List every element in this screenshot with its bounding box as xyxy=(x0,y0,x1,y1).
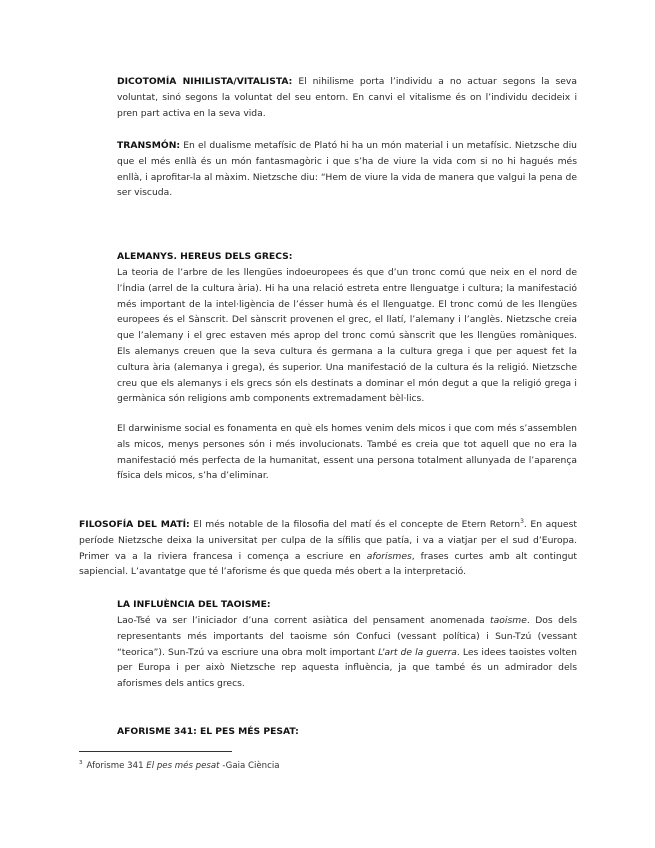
text-taoisme-em1: taoisme xyxy=(490,615,527,626)
text-taoisme-b: . Dos dels representants més importants del taoisme són Confuci (vessant política) i Sun-Tzú (vessant “teorica”). Sun-Tzú va escriure una obra molt important xyxy=(117,615,577,658)
section-taoisme xyxy=(117,613,577,692)
heading-taoisme xyxy=(117,597,577,613)
alemanys-paragraph-1: La teoria de l’arbre de les llengües indoeuropees és que d’un tronc comú que neix en el nord de l’Índia (arrel de la cultura ària). Hi ha una relació estreta entre llenguatge i cultura; la manifestació més important de la intel·ligència de l’ésser humà és el llenguatge. El tronc comú de les llengües europees és el Sànscrit. Del sànscrit provenen el grec, el llatí, l’alemany i l’anglès. Nietzsche creia que l’alemany i el grec estaven més aprop del tronc comú sànscrit que les llengües romàniques. Els alemanys creuen que la seva cultura és germana a la cultura grega i que per aquest fet la cultura ària (alemanya i grega), és superior. Una manifestació de la cultura és la religió. Nietzsche creu que els alemanys i els grecs són els destinats a dominar el món degut a que la religió grega i germànica són religions amb components extremadament bèl·lics. xyxy=(117,267,577,405)
heading-aforisme xyxy=(117,724,577,740)
text-taoisme-a: Lao-Tsé va ser l’iniciador d’una corrent asiàtica del pensament anomenada xyxy=(117,615,491,626)
heading-alemanys-label: ALEMANYS. HEREUS DELS GRECS: xyxy=(117,251,293,262)
text-filosofia-em: aforismes xyxy=(366,550,412,562)
footnote xyxy=(79,757,279,772)
text-transmon: En el dualisme metafísic de Plató hi ha un món material i un metafísic. Nietzsche diu que el més enllà és un món fantasmagòric i que s’ha de viure la vida com si no hi hagués més enllà, i aprofitar-la al màxim. Nietzsche diu: “Hem de viure la vida de manera que valgui la pena de ser viscuda. xyxy=(117,140,577,199)
footnote-divider xyxy=(79,751,232,752)
footnote-reference[interactable]: 3 xyxy=(520,517,524,525)
footnote-number: 3 xyxy=(79,760,83,766)
footnote-text-a: Aforisme 341 xyxy=(86,760,147,771)
text-dicotomia: El nihilisme porta l’individu a no actuar segons la seva voluntat, sinó segons la voluntat del seu entorn. En canvi el vitalisme és on l’individu decideix i pren part activa en la seva vida. xyxy=(117,76,577,119)
text-filosofia-a: El més notable de la filosofia del matí és el concepte de Etern Retorn xyxy=(189,519,521,530)
footnote-text-em: El pes més pesat xyxy=(146,760,220,771)
heading-alemanys xyxy=(117,249,577,265)
text-taoisme-em2: L’art de la guerra xyxy=(378,646,457,658)
heading-filosofia: FILOSOFÍA DEL MATÍ: xyxy=(79,519,190,530)
text-filosofia-b: . En aquest període Nietzsche deixa la universitat per culpa de la sífilis que patía, i va a viatjar per el sud d’Europa. Primer va a la riviera francesa i comença a escriure en xyxy=(79,519,577,562)
heading-transmon: TRANSMÓN: xyxy=(117,140,181,151)
section-dicotomia xyxy=(117,74,577,121)
section-transmon xyxy=(117,138,577,201)
heading-aforisme-label: AFORISME 341: EL PES MÉS PESAT: xyxy=(117,726,299,737)
text-filosofia-c: , frases curtes amb alt contingut sapiencial. L’avantatge que té l’aforisme és que queda més obert a la interpretació. xyxy=(79,550,577,578)
alemanys-paragraph-2: El darwinisme social es fonamenta en què els homes venim dels micos i que com més s’assemblen als micos, menys persones són i més involucionats. També es creia que tot aquell que no era la manifestació més perfecta de la humanitat, essent una persona totalment allunyada de l’aparença física dels micos, s’ha d’eliminar. xyxy=(117,423,577,482)
heading-taoisme-label: LA INFLUÈNCIA DEL TAOISME: xyxy=(117,599,271,610)
footnote-text-b: -Gaia Ciència xyxy=(219,760,280,771)
text-taoisme-c: . Les idees taoistes volten per Europa i per això Nietzsche rep aquesta influència, ja que també és un admirador dels aforismes dels antics grecs. xyxy=(117,646,577,690)
section-filosofia xyxy=(79,517,577,580)
heading-dicotomia: DICOTOMÍA NIHILISTA/VITALISTA: xyxy=(117,76,293,87)
